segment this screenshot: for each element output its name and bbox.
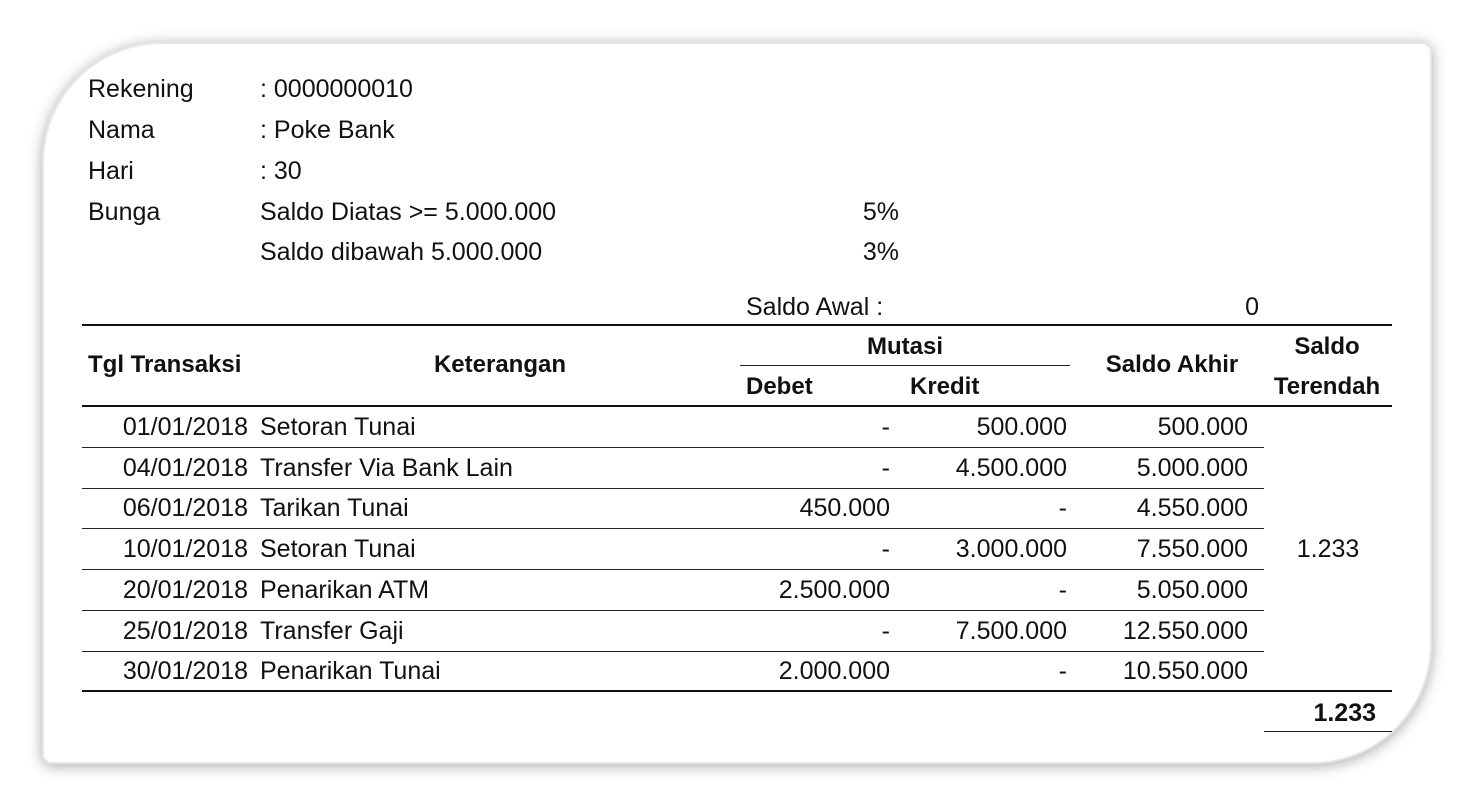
table-row xyxy=(42,570,1264,611)
row-saldo-akhir: 4.550.000 xyxy=(1136,494,1248,523)
bunga-rule-1: Saldo Diatas >= 5.000.000 xyxy=(260,198,557,226)
header-saldo-terendah-line2: Terendah xyxy=(1273,373,1381,400)
row-kredit: - xyxy=(1058,657,1067,686)
hari-value: : 30 xyxy=(260,157,302,185)
row-debet: - xyxy=(881,535,890,564)
header-saldo-akhir: Saldo Akhir xyxy=(1105,351,1239,378)
row-kredit: - xyxy=(1058,494,1067,523)
row-debet: 2.500.000 xyxy=(778,575,890,604)
bunga-rate-1: 5% xyxy=(862,198,899,226)
row-date: 25/01/2018 xyxy=(122,616,248,645)
row-date: 04/01/2018 xyxy=(122,453,248,482)
row-debet: - xyxy=(881,453,890,482)
row-debet: - xyxy=(881,616,890,645)
table-top-rule xyxy=(82,324,1392,326)
row-keterangan: Setoran Tunai xyxy=(260,535,416,564)
saldo-awal-label: Saldo Awal : xyxy=(746,293,884,321)
total-value: 1.233 xyxy=(1313,699,1376,727)
total-underline xyxy=(1264,731,1392,732)
saldo-terendah-value: 1.233 xyxy=(1296,535,1360,563)
row-kredit: 3.000.000 xyxy=(955,535,1067,564)
row-keterangan: Setoran Tunai xyxy=(260,413,416,441)
header-keterangan: Keterangan xyxy=(433,351,567,378)
row-debet: 450.000 xyxy=(799,494,890,523)
header-tgl-transaksi: Tgl Transaksi xyxy=(88,351,242,378)
row-kredit: - xyxy=(1058,575,1067,604)
nama-label: Nama xyxy=(88,116,155,144)
table-row xyxy=(42,448,1264,489)
rekening-label: Rekening xyxy=(88,75,194,103)
bunga-rule-2: Saldo dibawah 5.000.000 xyxy=(260,238,543,266)
table-row xyxy=(42,407,1264,448)
row-saldo-akhir: 7.550.000 xyxy=(1136,535,1248,564)
row-keterangan: Penarikan ATM xyxy=(260,575,430,604)
rekening-value: : 0000000010 xyxy=(260,75,413,103)
row-kredit: 4.500.000 xyxy=(955,453,1067,482)
row-date: 06/01/2018 xyxy=(122,494,248,523)
mutasi-underline xyxy=(740,365,1070,366)
saldo-awal-value: 0 xyxy=(1245,293,1259,321)
row-debet: 2.000.000 xyxy=(778,657,890,686)
table-row xyxy=(42,651,1264,692)
row-kredit: 7.500.000 xyxy=(955,616,1067,645)
table-row xyxy=(42,611,1264,652)
table-row xyxy=(42,488,1264,529)
row-keterangan: Transfer Gaji xyxy=(260,616,404,645)
header-mutasi: Mutasi xyxy=(866,333,943,360)
row-date: 10/01/2018 xyxy=(122,535,248,564)
nama-value: : Poke Bank xyxy=(260,116,395,144)
document-sheet xyxy=(42,42,1432,764)
row-keterangan: Tarikan Tunai xyxy=(260,494,409,523)
hari-label: Hari xyxy=(88,157,134,185)
table-row xyxy=(42,529,1264,570)
row-kredit: 500.000 xyxy=(976,413,1067,441)
row-saldo-akhir: 12.550.000 xyxy=(1122,616,1248,645)
row-date: 20/01/2018 xyxy=(122,575,248,604)
row-saldo-akhir: 5.050.000 xyxy=(1136,575,1248,604)
bunga-label: Bunga xyxy=(88,198,161,226)
row-debet: - xyxy=(881,413,890,441)
header-saldo-terendah-line1: Saldo xyxy=(1294,333,1360,360)
row-keterangan: Penarikan Tunai xyxy=(260,657,441,686)
row-keterangan: Transfer Via Bank Lain xyxy=(260,453,513,482)
row-date: 30/01/2018 xyxy=(122,657,248,686)
row-date: 01/01/2018 xyxy=(122,413,248,441)
header-kredit: Kredit xyxy=(910,373,980,400)
bunga-rate-2: 3% xyxy=(862,238,899,266)
header-debet: Debet xyxy=(746,373,813,400)
row-saldo-akhir: 500.000 xyxy=(1157,413,1248,441)
table-bottom-rule xyxy=(82,690,1392,692)
row-saldo-akhir: 5.000.000 xyxy=(1136,453,1248,482)
row-saldo-akhir: 10.550.000 xyxy=(1122,657,1248,686)
